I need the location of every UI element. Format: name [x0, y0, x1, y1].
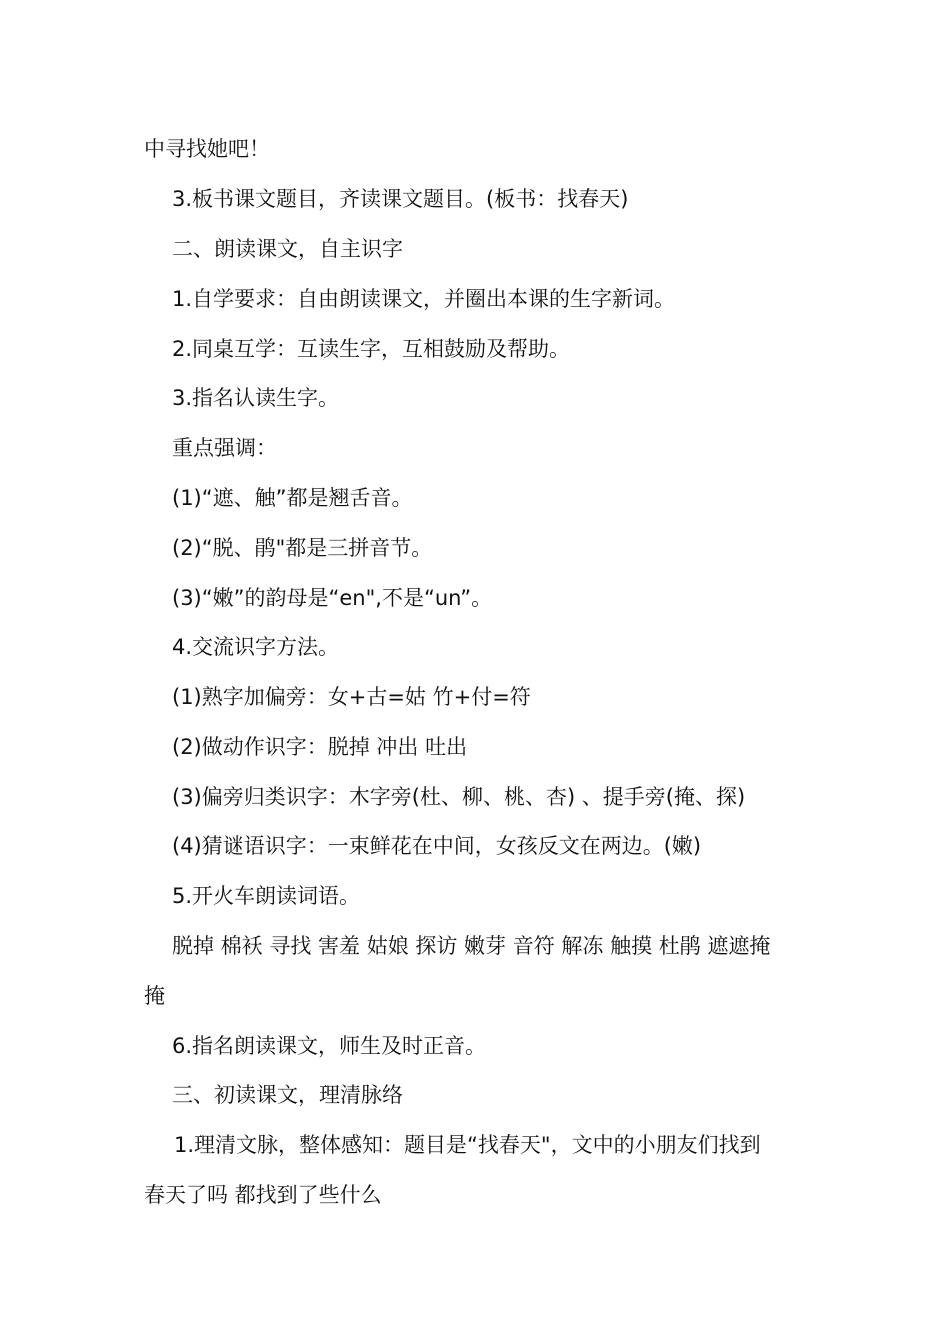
text-line-11: 4.交流识字方法。: [172, 635, 340, 659]
text-line-7: 重点强调：: [172, 436, 277, 460]
text-line-5: 2.同桌互学：互读生字，互相鼓励及帮助。: [172, 337, 571, 361]
text-line-22: 春天了吗 都找到了些什么: [144, 1183, 382, 1207]
text-line-10: (3)“嫩”的韵母是“en",不是“un”。: [172, 586, 493, 610]
text-line-21: 1.理清文脉，整体感知：题目是“找春天"，文中的小朋友们找到: [174, 1133, 761, 1157]
section-heading-3: 三、初读课文，理清脉络: [172, 1083, 403, 1107]
text-line-12: (1)熟字加偏旁：女+古=姑 竹+付=符: [172, 685, 531, 709]
text-line-18: 掩: [144, 984, 165, 1008]
section-heading-2: 二、朗读课文，自主识字: [172, 237, 403, 261]
text-line-17: 脱掉 棉袄 寻找 害羞 姑娘 探访 嫩芽 音符 解冻 触摸 杜鹃 遮遮掩: [172, 934, 771, 958]
text-line-13: (2)做动作识字：脱掉 冲出 吐出: [172, 735, 468, 759]
text-line-2: 3.板书课文题目，齐读课文题目。(板书：找春天): [172, 187, 629, 211]
text-line-15: (4)猜谜语识字：一束鲜花在中间，女孩反文在两边。(嫩): [172, 834, 702, 858]
text-line-1: 中寻找她吧！: [144, 137, 270, 161]
text-line-19: 6.指名朗读课文，师生及时正音。: [172, 1034, 487, 1058]
text-line-9: (2)“脱、鹃"都是三拼音节。: [172, 536, 433, 560]
text-line-8: (1)“遮、触”都是翘舌音。: [172, 486, 413, 510]
text-line-16: 5.开火车朗读词语。: [172, 884, 361, 908]
text-line-4: 1.自学要求：自由朗读课文，并圈出本课的生字新词。: [172, 287, 676, 311]
text-line-14: (3)偏旁归类识字：木字旁(杜、柳、桃、杏) 、提手旁(掩、探): [172, 785, 746, 809]
text-line-6: 3.指名认读生字。: [172, 386, 340, 410]
